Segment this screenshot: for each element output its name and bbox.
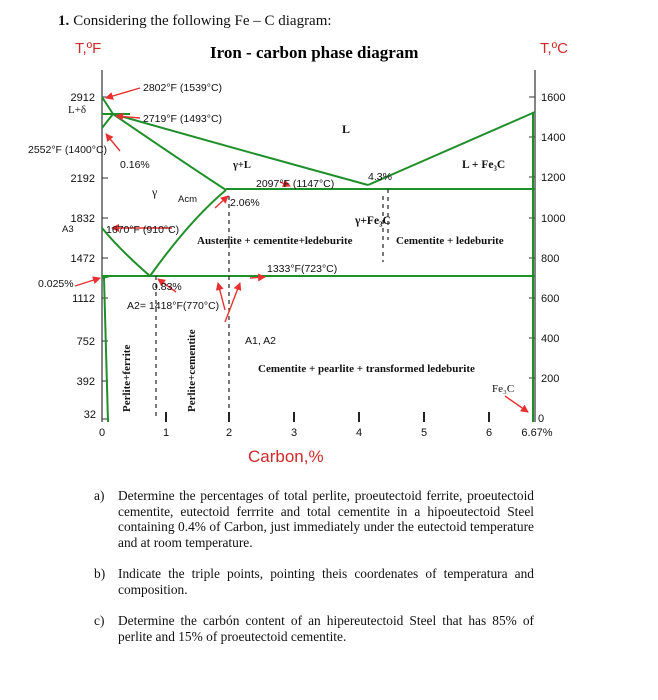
c016-label: 0.16% bbox=[120, 159, 150, 171]
c-tick-1600: 1600 bbox=[541, 92, 566, 104]
t2802-label: 2802°F (1539°C) bbox=[143, 82, 223, 94]
c-tick-0: 0 bbox=[538, 413, 545, 425]
right-unit-label: T,ºC bbox=[540, 40, 568, 57]
liquidus-hyper bbox=[368, 112, 535, 185]
aust-cem-led-label: Austenite + cementite+ledeburite bbox=[197, 235, 353, 247]
x-axis-label: Carbon,% bbox=[248, 447, 324, 466]
c-tick-600: 600 bbox=[541, 293, 560, 305]
question-number: 1. bbox=[58, 13, 70, 29]
a3-label: A3 bbox=[62, 224, 74, 235]
cem-led-label: Cementite + ledeburite bbox=[396, 235, 504, 247]
diagram-title: Iron - carbon phase diagram bbox=[210, 43, 419, 62]
x-tick-6: 6 bbox=[485, 427, 493, 439]
gamma-label: γ bbox=[152, 185, 158, 199]
c-tick-1400: 1400 bbox=[541, 132, 566, 144]
acm-label: Acm bbox=[178, 194, 197, 205]
c-tick-800: 800 bbox=[541, 253, 560, 265]
solidus bbox=[113, 114, 226, 190]
c083-label: 0.83% bbox=[152, 281, 182, 293]
x-tick-0: 0 bbox=[98, 427, 106, 439]
f-tick-1832: 1832 bbox=[70, 213, 95, 225]
perlite-cem-label: Perlite+cementite bbox=[186, 329, 198, 412]
task-c bbox=[94, 613, 534, 644]
x-tick-3: 3 bbox=[290, 427, 298, 439]
task-c-text: Determine the carbón content of an hipereutectoid Steel that has 85% of perlite and 15% of proeutectoid cementite. bbox=[118, 613, 534, 644]
f-tick-752: 752 bbox=[76, 336, 95, 348]
gamma-l-label: γ+L bbox=[233, 160, 251, 171]
question-list bbox=[94, 488, 534, 660]
a1a2-label: A1, A2 bbox=[245, 335, 276, 347]
task-c-tag: c) bbox=[94, 613, 105, 628]
x-tick-2: 2 bbox=[225, 427, 233, 439]
task-a-text: Determine the percentages of total perlite, proeutectoid ferrite, proeutectoid cementite, eutectoid ferrrite and total cementite in a hipoeutectoid Steel containing 0.4% of Carbon, just immediately under the eutectoid temperature and at room temperature. bbox=[118, 488, 534, 550]
task-b-tag: b) bbox=[94, 566, 106, 581]
fe3c-bottom-label: Fe₃C bbox=[492, 383, 515, 395]
t1333-label: 1333°F(723°C) bbox=[267, 263, 338, 275]
carbon-ticks bbox=[99, 412, 553, 439]
f-tick-1472: 1472 bbox=[70, 253, 95, 265]
gamma-fe3c-label: γ+Fe₃C bbox=[355, 215, 391, 227]
x-tick-667: 6.67% bbox=[521, 427, 553, 439]
t2097-label: 2097°F (1147°C) bbox=[256, 178, 335, 190]
x-tick-1: 1 bbox=[162, 427, 170, 439]
c43-label: 4.3% bbox=[368, 171, 392, 183]
f-tick-1112: 1112 bbox=[72, 293, 95, 305]
c-tick-1000: 1000 bbox=[541, 213, 566, 225]
task-a-tag: a) bbox=[94, 488, 105, 503]
left-unit-label: T,ºF bbox=[75, 40, 102, 57]
task-b bbox=[94, 566, 534, 597]
f-tick-2912: 2912 bbox=[70, 92, 95, 104]
c-tick-200: 200 bbox=[541, 373, 560, 385]
liquid-label: L bbox=[342, 122, 351, 136]
liquidus-left bbox=[102, 97, 113, 114]
f-tick-2192: 2192 bbox=[70, 173, 95, 185]
task-b-text: Indicate the triple points, pointing theis coordenates of temperatura and composition. bbox=[118, 566, 534, 597]
perlite-ferrite-label: Perlite+ferrite bbox=[121, 344, 133, 412]
c0025-label: 0.025% bbox=[38, 278, 74, 290]
t1670-label: 1670°F (910°C) bbox=[106, 224, 180, 236]
t2552-label: 2552°F (1400°C) bbox=[28, 144, 108, 156]
t2719-label: 2719°F (1493°C) bbox=[143, 113, 223, 125]
a2-label: A2= 1418°F(770°C) bbox=[127, 300, 220, 312]
cem-pearl-label: Cementite + pearlite + transformed ledeburite bbox=[258, 363, 475, 375]
x-tick-4: 4 bbox=[355, 427, 363, 439]
delta-boundary bbox=[102, 114, 113, 128]
c206-label: 2.06% bbox=[230, 197, 260, 209]
f-tick-392: 392 bbox=[76, 376, 95, 388]
f-tick-32: 32 bbox=[83, 409, 96, 421]
x-tick-5: 5 bbox=[420, 427, 428, 439]
l-delta-label: L+δ bbox=[68, 104, 87, 116]
task-a bbox=[94, 488, 534, 550]
question-intro: Considering the following Fe – C diagram: bbox=[73, 13, 332, 29]
c-tick-400: 400 bbox=[541, 333, 560, 345]
l-fe3c-label: L + Fe₃C bbox=[462, 159, 506, 171]
c-tick-1200: 1200 bbox=[541, 172, 566, 184]
